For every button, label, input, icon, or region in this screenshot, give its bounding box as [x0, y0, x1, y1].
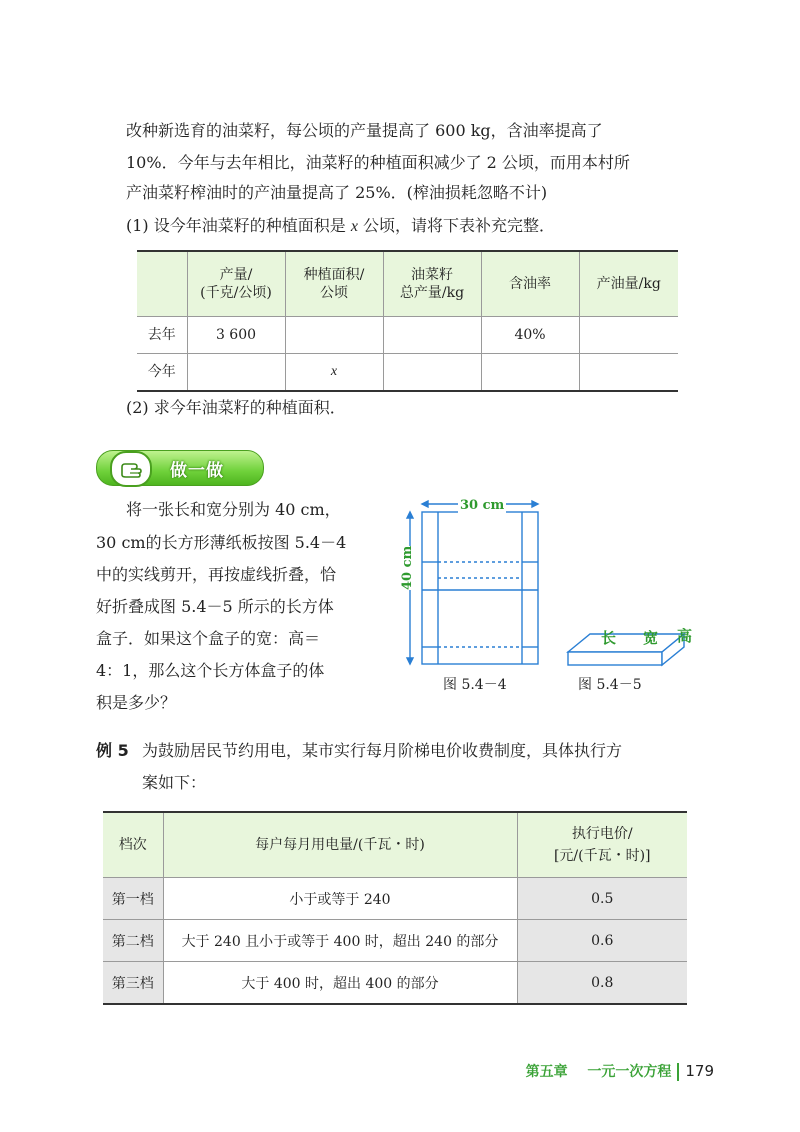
intro-line-3: 产油菜籽榨油时的产油量提高了 25%．(榨油损耗忽略不计)	[126, 183, 548, 202]
net-outline	[422, 512, 538, 664]
cell-area	[285, 317, 383, 354]
cell-yield	[187, 354, 285, 392]
cell-label: 去年	[137, 317, 187, 354]
activity-line-4: 好折叠成图 5.4－5 所示的长方体	[96, 597, 334, 616]
cell-oil-output	[579, 317, 678, 354]
cell-price: 0.8	[517, 962, 687, 1005]
cell-level: 第二档	[103, 920, 163, 962]
cell-total	[383, 317, 481, 354]
header-level: 档次	[103, 812, 163, 878]
intro-line-2: 10%．今年与去年相比，油菜籽的种植面积减少了 2 公顷，而用本村所	[126, 153, 630, 172]
cell-level: 第三档	[103, 962, 163, 1005]
caption-5-4-5: 图 5.4－5	[578, 677, 642, 693]
cell-usage: 小于或等于 240	[163, 878, 517, 920]
hand-icon	[110, 451, 152, 487]
example-line-1: 为鼓励居民节约用电，某市实行每月阶梯电价收费制度，具体执行方	[142, 741, 623, 760]
question-1-pre: (1) 设今年油菜籽的种植面积是	[126, 216, 351, 235]
intro-line-1: 改种新选育的油菜籽，每公顷的产量提高了 600 kg，含油率提高了	[126, 121, 603, 140]
cell-usage: 大于 240 且小于或等于 400 时，超出 240 的部分	[163, 920, 517, 962]
tariff-table-header	[103, 812, 687, 878]
box-wide-label: 宽	[643, 629, 659, 647]
height-label: 40 cm	[398, 546, 418, 590]
box-high-label: 高	[677, 627, 693, 645]
cell-price: 0.6	[517, 920, 687, 962]
header-area-l1: 种植面积/	[303, 267, 365, 283]
page-number: 179	[685, 1062, 714, 1080]
cell-oil-output	[579, 354, 678, 392]
example-line-2: 案如下：	[142, 773, 207, 792]
header-area	[285, 251, 383, 317]
question-1	[126, 216, 555, 237]
cell-label: 今年	[137, 354, 187, 392]
example-label: 例 5	[96, 741, 129, 760]
activity-title: 做一做	[170, 461, 224, 481]
cell-yield: 3 600	[187, 317, 285, 354]
header-price	[517, 812, 687, 878]
cell-price: 0.5	[517, 878, 687, 920]
cell-level: 第一档	[103, 878, 163, 920]
yield-table-header	[137, 251, 678, 317]
header-yield-l1: 产量/	[219, 267, 253, 283]
header-usage: 每户每月用电量/(千瓦・时)	[163, 812, 517, 878]
question-2: (2) 求今年油菜籽的种植面积．	[126, 398, 346, 417]
activity-line-3: 中的实线剪开，再按虚线折叠，恰	[96, 565, 337, 584]
header-total-l2: 总产量/kg	[399, 285, 465, 301]
tariff-table	[103, 811, 687, 1005]
header-total	[383, 251, 481, 317]
question-1-post: 公顷，请将下表补充完整．	[357, 216, 556, 235]
header-price-l2: [元/(千瓦・时)]	[553, 848, 651, 864]
activity-banner	[96, 450, 262, 486]
figure-box	[560, 620, 693, 670]
figure-cardboard-net	[398, 490, 558, 690]
cell-total	[383, 354, 481, 392]
header-blank	[137, 251, 187, 317]
yield-table	[137, 250, 678, 392]
table-row	[103, 920, 687, 962]
header-oil-rate: 含油率	[481, 251, 579, 317]
box-long-label: 长	[601, 629, 617, 647]
header-price-l1: 执行电价/	[571, 826, 633, 842]
table-row-this-year	[137, 354, 678, 392]
table-row	[103, 962, 687, 1005]
chapter-label: 第五章	[525, 1064, 568, 1080]
table-row	[103, 878, 687, 920]
caption-5-4-4: 图 5.4－4	[443, 677, 507, 693]
activity-line-2: 30 cm的长方形薄纸板按图 5.4－4	[96, 533, 347, 552]
width-label: 30 cm	[458, 496, 506, 516]
footer-divider	[677, 1063, 679, 1081]
page-footer	[526, 1061, 714, 1081]
header-total-l1: 油菜籽	[411, 267, 453, 283]
header-yield	[187, 251, 285, 317]
cell-oil-rate: 40%	[481, 317, 579, 354]
header-oil-output: 产油量/kg	[579, 251, 678, 317]
variable-x: x	[350, 218, 358, 235]
header-area-l2: 公顷	[320, 285, 348, 301]
cell-area: x	[285, 354, 383, 392]
activity-line-7: 积是多少？	[96, 693, 177, 712]
cell-usage: 大于 400 时，超出 400 的部分	[163, 962, 517, 1005]
header-yield-l2: (千克/公顷)	[200, 285, 272, 301]
activity-line-6: 4：1，那么这个长方体盒子的体	[96, 661, 325, 680]
cell-oil-rate	[481, 354, 579, 392]
chapter-title: 一元一次方程	[587, 1064, 672, 1080]
activity-line-5: 盒子．如果这个盒子的宽：高＝	[96, 629, 321, 648]
activity-line-1: 将一张长和宽分别为 40 cm，	[126, 500, 341, 519]
table-row-last-year	[137, 317, 678, 354]
